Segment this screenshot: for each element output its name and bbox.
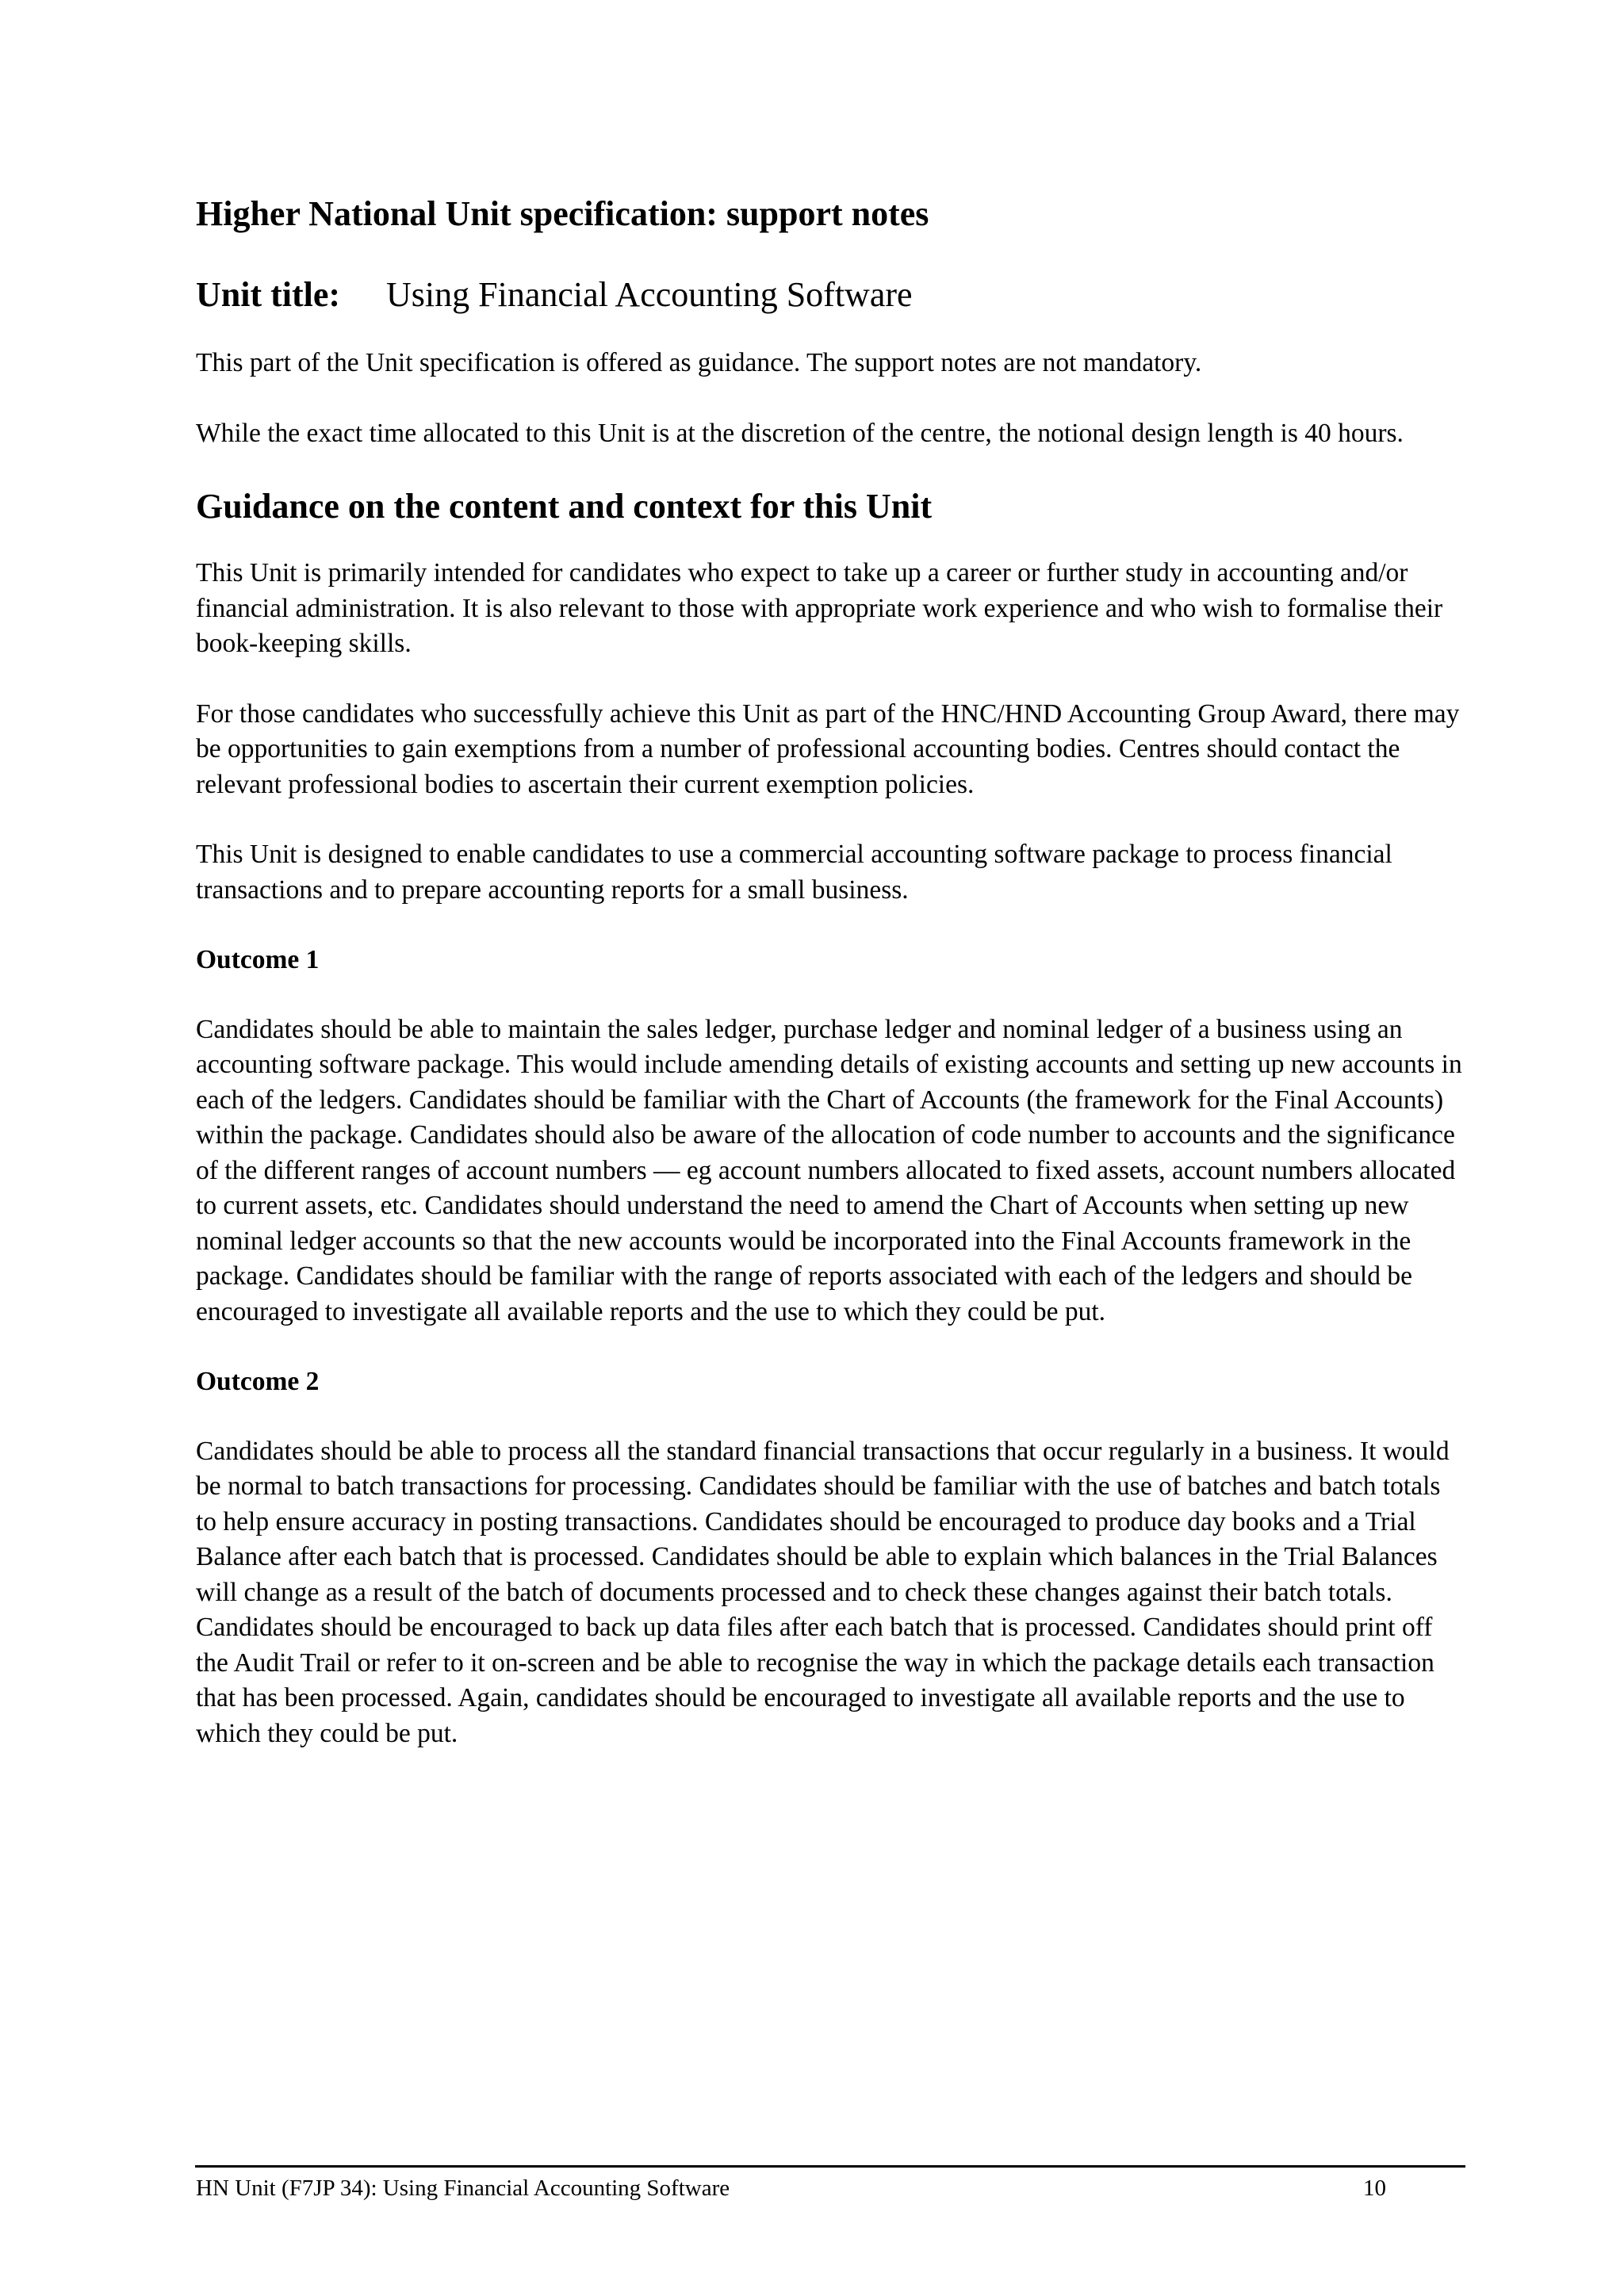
outcome-1-heading: Outcome 1	[196, 945, 320, 974]
guidance-paragraph-purpose: This Unit is designed to enable candidates to use a commercial accounting software package to process financial transactions and to prepare accounting reports for a small business.	[196, 840, 1392, 905]
outcome-1-text: Candidates should be able to maintain the sales ledger, purchase ledger and nominal ledger of a business using an accounting software package. This would include amending details of existing accounts and setting up new accounts in each of the ledgers. Candidates should be familiar with the Chart of Accounts (the framework for the Final Accounts) within the package. Candidates should also be aware of the allocation of code number to accounts and the significance of the different ranges of account numbers — eg account numbers allocated to fixed assets, account numbers allocated to current assets, etc. Candidates should understand the need to amend the Chart of Accounts when setting up new nominal ledger accounts so that the new accounts would be incorporated into the Final Accounts framework in the package. Candidates should be familiar with the range of reports associated with each of the ledgers and should be encouraged to investigate all available reports and the use to which they could be put.	[196, 1014, 1462, 1326]
outcome-2-text: Candidates should be able to process all the standard financial transactions that occur regularly in a business. It would be normal to batch transactions for processing. Candidates should be familiar with the use of batches and batch totals to help ensure accuracy in posting transactions. Candidates should be encouraged to produce day books and a Trial Balance after each batch that is processed. Candidates should be able to explain which balances in the Trial Balances will change as a result of the batch of documents processed and to check these changes against their batch totals. Candidates should be encouraged to back up data files after each batch that is processed. Candidates should print off the Audit Trail or refer to it on-screen and be able to recognise the way in which the package details each transaction that has been processed. Again, candidates should be encouraged to investigate all available reports and the use to which they could be put.	[196, 1436, 1450, 1748]
guidance-paragraph-exemptions: For those candidates who successfully achieve this Unit as part of the HNC/HND Accounting Group Award, there may be opportunities to gain exemptions from a number of professional accounting bodies. Centres should contact the relevant professional bodies to ascertain their current exemption policies.	[196, 698, 1460, 799]
spec-heading: Higher National Unit specification: support notes	[196, 194, 929, 233]
footer-divider	[195, 2165, 1465, 2168]
outcome-2-heading: Outcome 2	[196, 1367, 320, 1396]
guidance-heading: Guidance on the content and context for this Unit	[196, 487, 933, 526]
unit-title-value: Using Financial Accounting Software	[386, 275, 913, 314]
unit-title-row	[196, 274, 1465, 316]
intro-paragraph-design-length: While the exact time allocated to this Unit is at the discretion of the centre, the notional design length is 40 hours.	[196, 418, 1404, 448]
footer-unit-reference: HN Unit (F7JP 34): Using Financial Accounting Software	[196, 2175, 730, 2201]
guidance-paragraph-audience: This Unit is primarily intended for candidates who expect to take up a career or further study in accounting and/or financial administration. It is also relevant to those with appropriate work experience and who wish to formalise their book-keeping skills.	[196, 558, 1443, 658]
footer-page-number: 10	[1363, 2175, 1386, 2201]
unit-title-label: Unit title:	[196, 275, 341, 314]
page-content	[196, 193, 1465, 1786]
intro-paragraph-guidance-note: This part of the Unit specification is offered as guidance. The support notes are not mandatory.	[196, 348, 1202, 377]
